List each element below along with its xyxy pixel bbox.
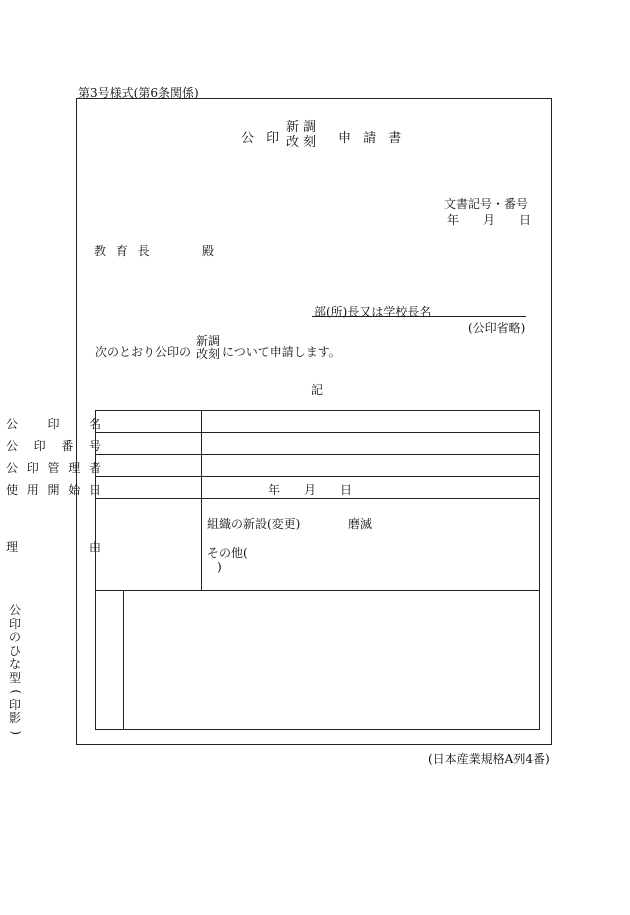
reason-option-worn: 磨滅: [348, 517, 373, 531]
title-option-top: 新 調: [286, 120, 317, 135]
reason-option-other-close: ): [217, 560, 222, 574]
title-suffix: 申 請 書: [338, 131, 406, 146]
request-option-bottom: 改刻: [196, 347, 221, 361]
table-row-start-date-label: 使 用 開 始 日: [6, 483, 101, 497]
table-row-seal-number-label: 公 印 番 号: [6, 439, 101, 453]
title-option-stack: [286, 120, 316, 150]
seal-impression-area[interactable]: [124, 591, 539, 729]
title-prefix: 公 印: [241, 131, 284, 146]
request-text-after: について申請します。: [222, 345, 341, 359]
request-text-before: 次のとおり公印の: [95, 345, 192, 359]
table-divider: [95, 454, 540, 455]
doc-number: 文書記号・番号: [444, 197, 529, 211]
request-option-stack: [196, 335, 220, 361]
title-option-bottom: 改 刻: [286, 135, 317, 150]
form-number: 第3号様式(第6条関係): [78, 86, 199, 100]
start-date-value: 年 月 日: [268, 483, 353, 497]
request-option-top: 新調: [196, 334, 221, 348]
recipient-honorific: 殿: [202, 244, 215, 258]
table-row-seal-manager-label: 公 印 管 理 者: [6, 461, 101, 475]
table-row-reason-label: 理 由: [6, 540, 101, 554]
recipient-name: 教 育 長: [94, 244, 153, 258]
table-divider: [95, 432, 540, 433]
ki-heading: 記: [311, 383, 324, 397]
reason-option-new-org: 組織の新設(変更): [207, 517, 301, 531]
issuer-signature-line: [312, 316, 526, 317]
seal-impression-label: 公 印 の ひ な 型 ( 印 影 ): [8, 603, 23, 735]
table-divider: [95, 476, 540, 477]
footer-paper-size-note: (日本産業規格A列4番): [428, 752, 550, 766]
seal-omitted-note: (公印省略): [468, 321, 526, 335]
issuer-title: 部(所)長又は学校長名: [314, 305, 432, 319]
doc-date: 年 月 日: [447, 213, 532, 227]
table-divider: [95, 498, 540, 499]
table-row-seal-name-label: 公 印 名: [6, 417, 101, 431]
reason-option-other: その他(: [207, 546, 248, 560]
table-column-divider: [201, 410, 202, 590]
